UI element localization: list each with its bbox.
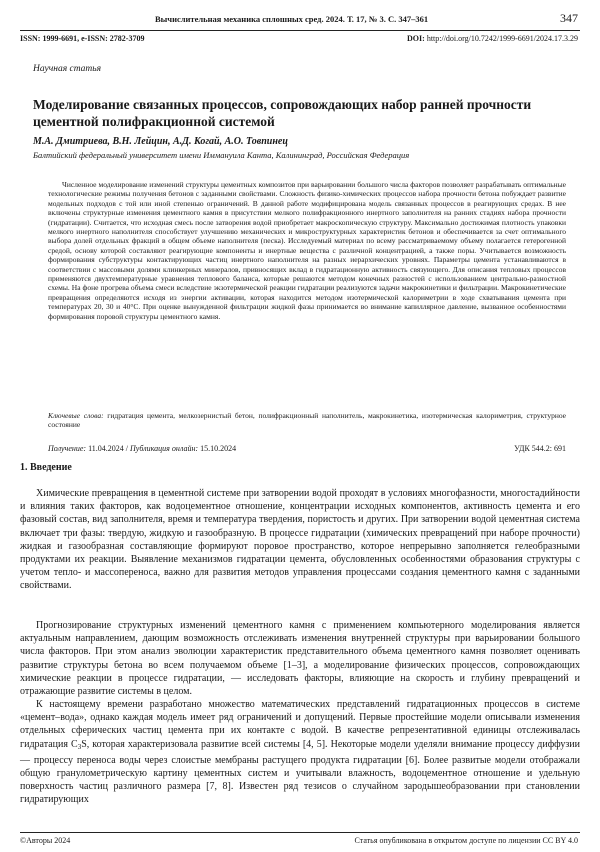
udc-code: УДК 544.2: 691 xyxy=(514,444,566,453)
paragraph-3 xyxy=(20,698,580,807)
header-divider xyxy=(20,30,580,31)
authors: М.А. Дмитриева, В.Н. Лейцин, А.Д. Когай, А.О. Товпинец xyxy=(33,136,288,147)
paragraph-1: Химические превращения в цементной системе при затворении водой проходят в условиях многофазности, многостадийности и влияния таких факторов, как водоцементное отношение, концентрации исходных компонентов, активность цемента и его фазовый состав, вид заполнителя, время и температура твердения, пористость и других. При затворении водой цементная система включает три фазы: твердую, жидкую и газообразную. В процессе гидратации (химических превращений при наборе прочности) жидкая и газообразная составляющие формируют поровое пространство, которое непрерывно заполняется гелеобразными продуктами их реакции. Выявление механизмов гидратации цемента, обусловленных особенностями образования структуры с учетом тепло- и массопереноса, важно для развития методов управления процессами создания цементного камня с заданными свойствами. xyxy=(20,487,580,593)
page-number: 347 xyxy=(560,11,578,26)
paragraph-3-part2: S, которая характеризовала развитие всей системы [4, 5]. Некоторые модели уделяли внимание процессу диффузии — процессу переноса воды через слоистые мембраны растущего продукта гидратации [6]. Более развитые модели отображали общую гранулометрическую картину цементных систем и учитывали влажность, водоцементное отношение и удельную поверхность частиц различного размера [7, 8]. Известен ряд тезисов о случайном зародышеобразовании при становлении гидратирующих xyxy=(20,739,580,806)
doi-label: DOI: xyxy=(407,34,425,43)
article-title: Моделирование связанных процессов, сопровождающих набор ранней прочности цементной полифракционной системой xyxy=(33,96,553,130)
affiliation: Балтийский федеральный университет имени Иммануила Канта, Калининград, Российская Федерация xyxy=(33,150,409,160)
abstract: Численное моделирование изменений структуры цементных композитов при варьировании большого числа факторов позволяет разрабатывать оптимальные технологические режимы получения бетонов с заданными свойствами. Сложность физико-химических процессов набора прочности бетона побуждает развитие модельных подходов с той или иной степенью ограничений. В данной работе модифицирована модель связанных процессов в реагирующих средах. В нее включены структурные изменения цементного камня в присутствии мелкого полифракционного инертного заполнителя на ранних стадиях набора прочности (гидратации). Считается, что исходная смесь после затворения водой приобретает макроскопическую структуру. Максимально достижимая плотность упаковки мелкого инертного наполнителя способствует улучшению механических и микроструктурных характеристик бетонов и обеспечивается за счет оптимального выбора долей отдельных фракций в общем объеме наполнителя (песка). Исследуемый материал по всему рассматриваемому объему полагается гетерогенной средой, основу которой составляют реагирующие компоненты и инертные вещества с различной концентрацией, а также поры. Учитывается возможность формирования субструктуры контактирующих частиц инертного наполнителя на разных иерархических уровнях. Параметры цемента устанавливаются в соответствии с массовыми долями клинкерных минералов, привносящих вклад в гидратационную активность связующего. Для описания тепловых процессов применяются двухтемпературные уравнения теплового баланса, которые решаются методом конечных разностей с использованием центрально-разностной схемы. На фоне прогрева объема смеси вследствие экзотермической реакции гидратации реализуются задачи макрокинетики и фильтрации. Макрокинетические превращения определяются исходя из энергии активации, которая находится методом изотермической калориметрии в ходе схватывания цемента при температурах 20, 30 и 40°С. При оценке вынужденной фильтрации жидкой фазы принимается во внимание капиллярное давление, вызванное особенностями формирования поровой структуры цементного камня. xyxy=(48,180,566,321)
paragraph-3-part1: К настоящему времени разработано множество математических представлений гидратационных процессов в системе «цемент–вода», однако каждая модель имеет ряд ограничений и допущений. Первые простейшие модели описывали изменения отдельных сферических частиц цемента при их контакте с водой. В качестве репрезентативной единицы отслеживалась гидратация C xyxy=(20,699,580,750)
article-type: Научная статья xyxy=(33,64,101,74)
paragraph-2: Прогнозирование структурных изменений цементного камня с применением компьютерного моделирования является актуальным направлением, дающим возможность отслеживать изменения внутренней структуры при варьировании большого числа факторов. При этом анализ эволюции характеристик представительного объема цементного камня позволяет оценивать развитие структуры бетона во всем получаемом объеме [1–3], а моделирование физических процессов, сопровождающих химические реакции в процессе гидратации, — исследовать факторы, влияющие на скорость и глубину превращений и отражающие развитие системы в целом. xyxy=(20,619,580,698)
journal-header: Вычислительная механика сплошных сред. 2024. Т. 17, № 3. С. 347–361 xyxy=(155,14,445,24)
doi-link[interactable]: http://doi.org/10.7242/1999-6691/2024.17.3.29 xyxy=(427,34,578,43)
received-date: 11.04.2024 xyxy=(88,444,124,453)
license-note: Статья опубликована в открытом доступе по лицензии CC BY 4.0 xyxy=(355,836,579,845)
publication-dates: Получение: 11.04.2024 / Публикация онлайн: 15.10.2024 xyxy=(48,444,236,453)
subscript-3: 3 xyxy=(78,743,82,751)
keywords-label: Ключевые слова: xyxy=(48,411,104,420)
doi-line xyxy=(407,34,578,43)
published-date: 15.10.2024 xyxy=(200,444,236,453)
copyright: ©Авторы 2024 xyxy=(20,836,70,845)
received-label: Получение: xyxy=(48,444,86,453)
keywords-list: гидратация цемента, мелкозернистый бетон, полифракционный наполнитель, макрокинетика, изотермическая калориметрия, структурное состояние xyxy=(48,411,566,429)
keywords xyxy=(48,411,566,430)
footer-divider xyxy=(20,832,580,833)
issn-line: ISSN: 1999-6691, e-ISSN: 2782-3709 xyxy=(20,34,144,43)
section-title: 1. Введение xyxy=(20,462,72,473)
published-label: Публикация онлайн: xyxy=(130,444,198,453)
